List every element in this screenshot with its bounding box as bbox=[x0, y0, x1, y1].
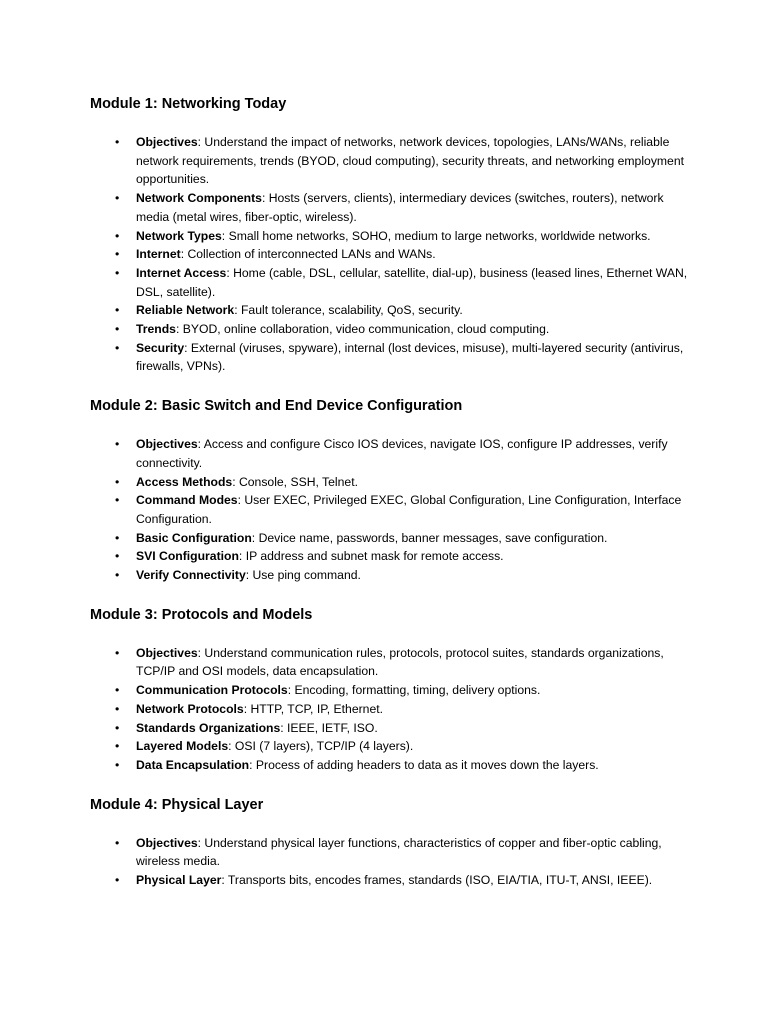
item-term: Verify Connectivity bbox=[136, 568, 246, 583]
bullet-icon: • bbox=[115, 474, 120, 489]
item-description: : Encoding, formatting, timing, delivery options. bbox=[287, 683, 541, 698]
item-term: Objectives bbox=[136, 135, 198, 149]
bullet-icon: • bbox=[115, 340, 120, 355]
list-item bbox=[115, 339, 690, 376]
item-description: : Use ping command. bbox=[245, 568, 361, 583]
module-section bbox=[90, 605, 690, 775]
item-description: : External (viruses, spyware), internal (lost devices, misuse), multi-layered security (antivirus, firewalls, VPNs). bbox=[136, 340, 684, 374]
list-item bbox=[115, 547, 690, 566]
bullet-icon: • bbox=[115, 568, 120, 583]
item-term: Access Methods bbox=[136, 474, 233, 489]
item-term: Basic Configuration bbox=[136, 530, 252, 545]
list-item bbox=[115, 245, 690, 264]
item-description: : OSI (7 layers), TCP/IP (4 layers). bbox=[228, 739, 414, 754]
item-description: : HTTP, TCP, IP, Ethernet. bbox=[243, 701, 384, 716]
list-item bbox=[115, 189, 690, 226]
module-title: Module 4: Physical Layer bbox=[90, 796, 264, 813]
list-item bbox=[115, 491, 690, 528]
item-term: Network Types bbox=[136, 228, 222, 243]
list-item bbox=[115, 473, 690, 492]
item-term: Physical Layer bbox=[136, 873, 222, 888]
list-item bbox=[115, 644, 690, 681]
item-term: Network Components bbox=[136, 191, 262, 206]
item-description: : Understand the impact of networks, network devices, topologies, LANs/WANs, reliable network requirements, trends (BYOD, cloud computing), security threats, and networking employment opportunities. bbox=[136, 135, 685, 187]
list-item bbox=[115, 756, 690, 775]
list-item bbox=[115, 301, 690, 320]
module-section bbox=[90, 94, 690, 376]
list-item bbox=[115, 700, 690, 719]
bullet-icon: • bbox=[115, 757, 120, 772]
bullet-icon: • bbox=[115, 493, 120, 508]
list-item bbox=[115, 719, 690, 738]
item-description: : Access and configure Cisco IOS devices, navigate IOS, configure IP addresses, verify connectivity. bbox=[136, 437, 668, 470]
item-term: Objectives bbox=[136, 437, 198, 452]
item-description: : Console, SSH, Telnet. bbox=[232, 474, 358, 489]
module-item-list bbox=[90, 435, 690, 585]
bullet-icon: • bbox=[115, 701, 120, 716]
list-item bbox=[115, 529, 690, 548]
bullet-icon: • bbox=[115, 645, 120, 660]
bullet-icon: • bbox=[115, 530, 120, 545]
item-term: Network Protocols bbox=[136, 701, 244, 716]
item-description: : Collection of interconnected LANs and WANs. bbox=[180, 247, 436, 262]
bullet-icon: • bbox=[115, 739, 120, 754]
list-item bbox=[115, 737, 690, 756]
item-term: Objectives bbox=[136, 645, 198, 660]
list-item bbox=[115, 834, 690, 871]
document-body bbox=[90, 94, 690, 910]
module-section bbox=[90, 795, 690, 890]
item-description: : User EXEC, Privileged EXEC, Global Configuration, Line Configuration, Interface Configuration. bbox=[136, 493, 682, 526]
item-description: : Transports bits, encodes frames, standards (ISO, EIA/TIA, ITU-T, ANSI, IEEE). bbox=[221, 873, 653, 888]
bullet-icon: • bbox=[115, 720, 120, 735]
bullet-icon: • bbox=[115, 247, 120, 262]
item-term: SVI Configuration bbox=[136, 549, 239, 564]
bullet-icon: • bbox=[115, 191, 120, 206]
list-item bbox=[115, 871, 690, 890]
module-title: Module 3: Protocols and Models bbox=[90, 606, 313, 623]
item-term: Internet Access bbox=[136, 265, 227, 280]
item-description: : Process of adding headers to data as it moves down the layers. bbox=[249, 757, 599, 772]
list-item bbox=[115, 264, 690, 301]
item-description: : Small home networks, SOHO, medium to large networks, worldwide networks. bbox=[221, 228, 651, 243]
module-item-list bbox=[90, 834, 690, 890]
bullet-icon: • bbox=[115, 835, 120, 850]
bullet-icon: • bbox=[115, 683, 120, 698]
item-description: : Hosts (servers, clients), intermediary devices (switches, routers), network media (metal wires, fiber-optic, wireless). bbox=[136, 191, 664, 224]
item-description: : Fault tolerance, scalability, QoS, security. bbox=[234, 303, 463, 318]
module-title: Module 1: Networking Today bbox=[90, 96, 287, 112]
item-term: Standards Organizations bbox=[136, 720, 281, 735]
bullet-icon: • bbox=[115, 549, 120, 564]
item-description: : Understand communication rules, protocols, protocol suites, standards organizations, TCP/IP and OSI models, data encapsulation. bbox=[136, 645, 664, 679]
bullet-icon: • bbox=[115, 437, 120, 452]
item-term: Trends bbox=[136, 322, 176, 337]
item-description: : BYOD, online collaboration, video communication, cloud computing. bbox=[175, 322, 550, 337]
item-term: Data Encapsulation bbox=[136, 757, 250, 772]
item-description: : Home (cable, DSL, cellular, satellite, dial-up), business (leased lines, Ethernet WAN, DSL, satellite). bbox=[136, 265, 688, 299]
list-item bbox=[115, 320, 690, 339]
bullet-icon: • bbox=[115, 135, 120, 149]
item-term: Communication Protocols bbox=[136, 683, 288, 698]
item-term: Command Modes bbox=[136, 493, 238, 508]
bullet-icon: • bbox=[115, 873, 120, 888]
item-term: Internet bbox=[136, 247, 181, 262]
list-item bbox=[115, 435, 690, 472]
bullet-icon: • bbox=[115, 228, 120, 243]
list-item bbox=[115, 133, 690, 189]
item-description: : Understand physical layer functions, characteristics of copper and fiber-optic cabling, wireless media. bbox=[136, 835, 662, 869]
bullet-icon: • bbox=[115, 303, 120, 318]
item-description: : IEEE, IETF, ISO. bbox=[280, 720, 378, 735]
item-term: Security bbox=[136, 340, 185, 355]
module-item-list bbox=[90, 644, 690, 775]
module-title: Module 2: Basic Switch and End Device Configuration bbox=[90, 398, 463, 415]
module-item-list bbox=[90, 133, 690, 376]
item-term: Layered Models bbox=[136, 739, 229, 754]
item-term: Objectives bbox=[136, 835, 198, 850]
item-term: Reliable Network bbox=[136, 303, 235, 318]
list-item bbox=[115, 227, 690, 246]
module-section bbox=[90, 396, 690, 585]
bullet-icon: • bbox=[115, 322, 120, 337]
bullet-icon: • bbox=[115, 265, 120, 280]
list-item bbox=[115, 681, 690, 700]
item-description: : IP address and subnet mask for remote access. bbox=[238, 549, 504, 564]
list-item bbox=[115, 566, 690, 585]
item-description: : Device name, passwords, banner messages, save configuration. bbox=[251, 530, 608, 545]
